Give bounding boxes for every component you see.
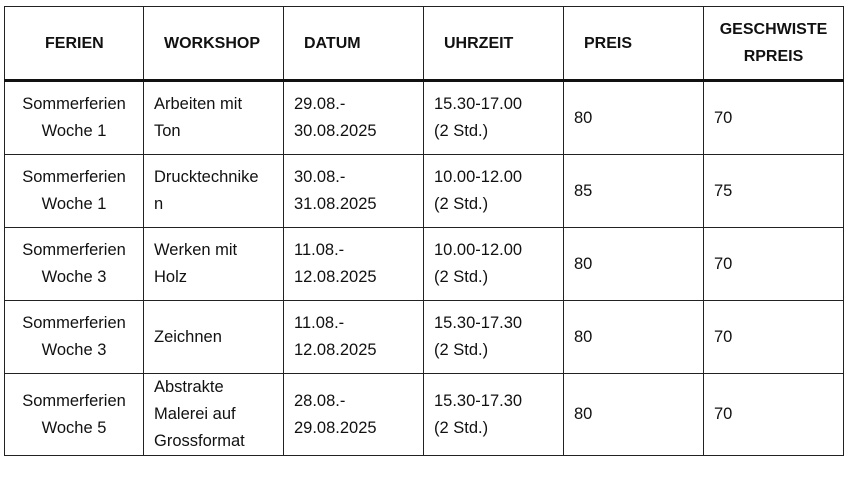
cell-datum-line: 30.08.2025 bbox=[294, 122, 377, 140]
cell-ferien-line: Sommerferien bbox=[22, 391, 126, 410]
cell-uhrzeit-line: 15.30-17.00 bbox=[434, 95, 523, 113]
cell-ferien bbox=[5, 374, 144, 456]
header-geschwisterpreis-line: GESCHWISTE bbox=[719, 21, 828, 38]
cell-workshop-line: Malerei auf bbox=[154, 405, 236, 423]
cell-workshop-line: Drucktechnike bbox=[154, 168, 259, 186]
cell-workshop-line: n bbox=[154, 195, 164, 213]
header-ferien: FERIEN bbox=[5, 7, 144, 81]
cell-uhrzeit-line: (2 Std.) bbox=[434, 122, 489, 140]
cell-workshop bbox=[144, 228, 284, 301]
cell-geschwisterpreis: 75 bbox=[704, 155, 844, 228]
cell-workshop-line: Zeichnen bbox=[154, 327, 222, 346]
cell-uhrzeit-line: (2 Std.) bbox=[434, 418, 489, 437]
cell-uhrzeit bbox=[424, 374, 564, 456]
cell-uhrzeit bbox=[424, 155, 564, 228]
cell-ferien bbox=[5, 301, 144, 374]
cell-datum bbox=[284, 301, 424, 374]
header-preis: PREIS bbox=[564, 7, 704, 81]
cell-preis: 85 bbox=[564, 155, 704, 228]
cell-ferien-line: Sommerferien bbox=[22, 95, 126, 113]
cell-preis: 80 bbox=[564, 301, 704, 374]
cell-uhrzeit bbox=[424, 228, 564, 301]
cell-ferien-line: Woche 3 bbox=[41, 268, 107, 286]
cell-ferien-line: Sommerferien bbox=[22, 168, 126, 186]
cell-workshop-line: Abstrakte bbox=[154, 378, 224, 396]
cell-ferien-line: Woche 1 bbox=[41, 195, 107, 213]
cell-preis: 80 bbox=[564, 374, 704, 456]
cell-geschwisterpreis: 70 bbox=[704, 81, 844, 155]
cell-datum-line: 12.08.2025 bbox=[294, 341, 377, 359]
table-body bbox=[5, 81, 844, 456]
cell-datum bbox=[284, 81, 424, 155]
cell-ferien bbox=[5, 228, 144, 301]
cell-datum-line: 29.08.2025 bbox=[294, 418, 377, 437]
header-geschwisterpreis-line: RPREIS bbox=[743, 48, 804, 65]
cell-geschwisterpreis: 70 bbox=[704, 301, 844, 374]
table-row bbox=[5, 155, 844, 228]
cell-workshop-line: Werken mit bbox=[154, 241, 238, 259]
cell-uhrzeit-line: (2 Std.) bbox=[434, 341, 489, 359]
cell-ferien-line: Woche 3 bbox=[41, 341, 107, 359]
cell-datum-line: 12.08.2025 bbox=[294, 268, 377, 286]
table-row bbox=[5, 81, 844, 155]
cell-preis: 80 bbox=[564, 81, 704, 155]
cell-uhrzeit-line: (2 Std.) bbox=[434, 195, 489, 213]
cell-ferien-line: Sommerferien bbox=[22, 241, 126, 259]
header-workshop: WORKSHOP bbox=[144, 7, 284, 81]
table-header-row bbox=[5, 7, 844, 81]
workshop-table bbox=[4, 6, 844, 456]
header-uhrzeit: UHRZEIT bbox=[424, 7, 564, 81]
cell-workshop bbox=[144, 81, 284, 155]
cell-workshop bbox=[144, 301, 284, 374]
cell-geschwisterpreis: 70 bbox=[704, 374, 844, 456]
cell-workshop-line: Holz bbox=[154, 268, 188, 286]
cell-uhrzeit-line: 15.30-17.30 bbox=[434, 314, 523, 332]
cell-uhrzeit bbox=[424, 301, 564, 374]
cell-datum-line: 30.08.- bbox=[294, 168, 346, 186]
cell-datum-line: 11.08.- bbox=[294, 241, 345, 259]
header-datum: DATUM bbox=[284, 7, 424, 81]
cell-ferien bbox=[5, 81, 144, 155]
cell-workshop-line: Grossformat bbox=[154, 432, 245, 450]
cell-datum bbox=[284, 374, 424, 456]
cell-uhrzeit bbox=[424, 81, 564, 155]
cell-geschwisterpreis: 70 bbox=[704, 228, 844, 301]
cell-ferien-line: Woche 5 bbox=[41, 418, 107, 437]
cell-datum-line: 29.08.- bbox=[294, 95, 346, 113]
table-row bbox=[5, 374, 844, 456]
cell-workshop-line: Arbeiten mit bbox=[154, 95, 243, 113]
cell-uhrzeit-line: 15.30-17.30 bbox=[434, 391, 523, 410]
cell-uhrzeit-line: 10.00-12.00 bbox=[434, 241, 523, 259]
cell-ferien bbox=[5, 155, 144, 228]
cell-datum-line: 11.08.- bbox=[294, 314, 345, 332]
cell-uhrzeit-line: (2 Std.) bbox=[434, 268, 489, 286]
cell-ferien-line: Sommerferien bbox=[22, 314, 126, 332]
cell-datum bbox=[284, 155, 424, 228]
cell-preis: 80 bbox=[564, 228, 704, 301]
cell-datum bbox=[284, 228, 424, 301]
cell-workshop-line: Ton bbox=[154, 122, 181, 140]
cell-ferien-line: Woche 1 bbox=[41, 122, 107, 140]
cell-uhrzeit-line: 10.00-12.00 bbox=[434, 168, 523, 186]
table-row bbox=[5, 301, 844, 374]
header-geschwisterpreis bbox=[704, 7, 844, 81]
cell-datum-line: 31.08.2025 bbox=[294, 195, 377, 213]
cell-workshop bbox=[144, 374, 284, 456]
table-row bbox=[5, 228, 844, 301]
cell-datum-line: 28.08.- bbox=[294, 391, 346, 410]
cell-workshop bbox=[144, 155, 284, 228]
